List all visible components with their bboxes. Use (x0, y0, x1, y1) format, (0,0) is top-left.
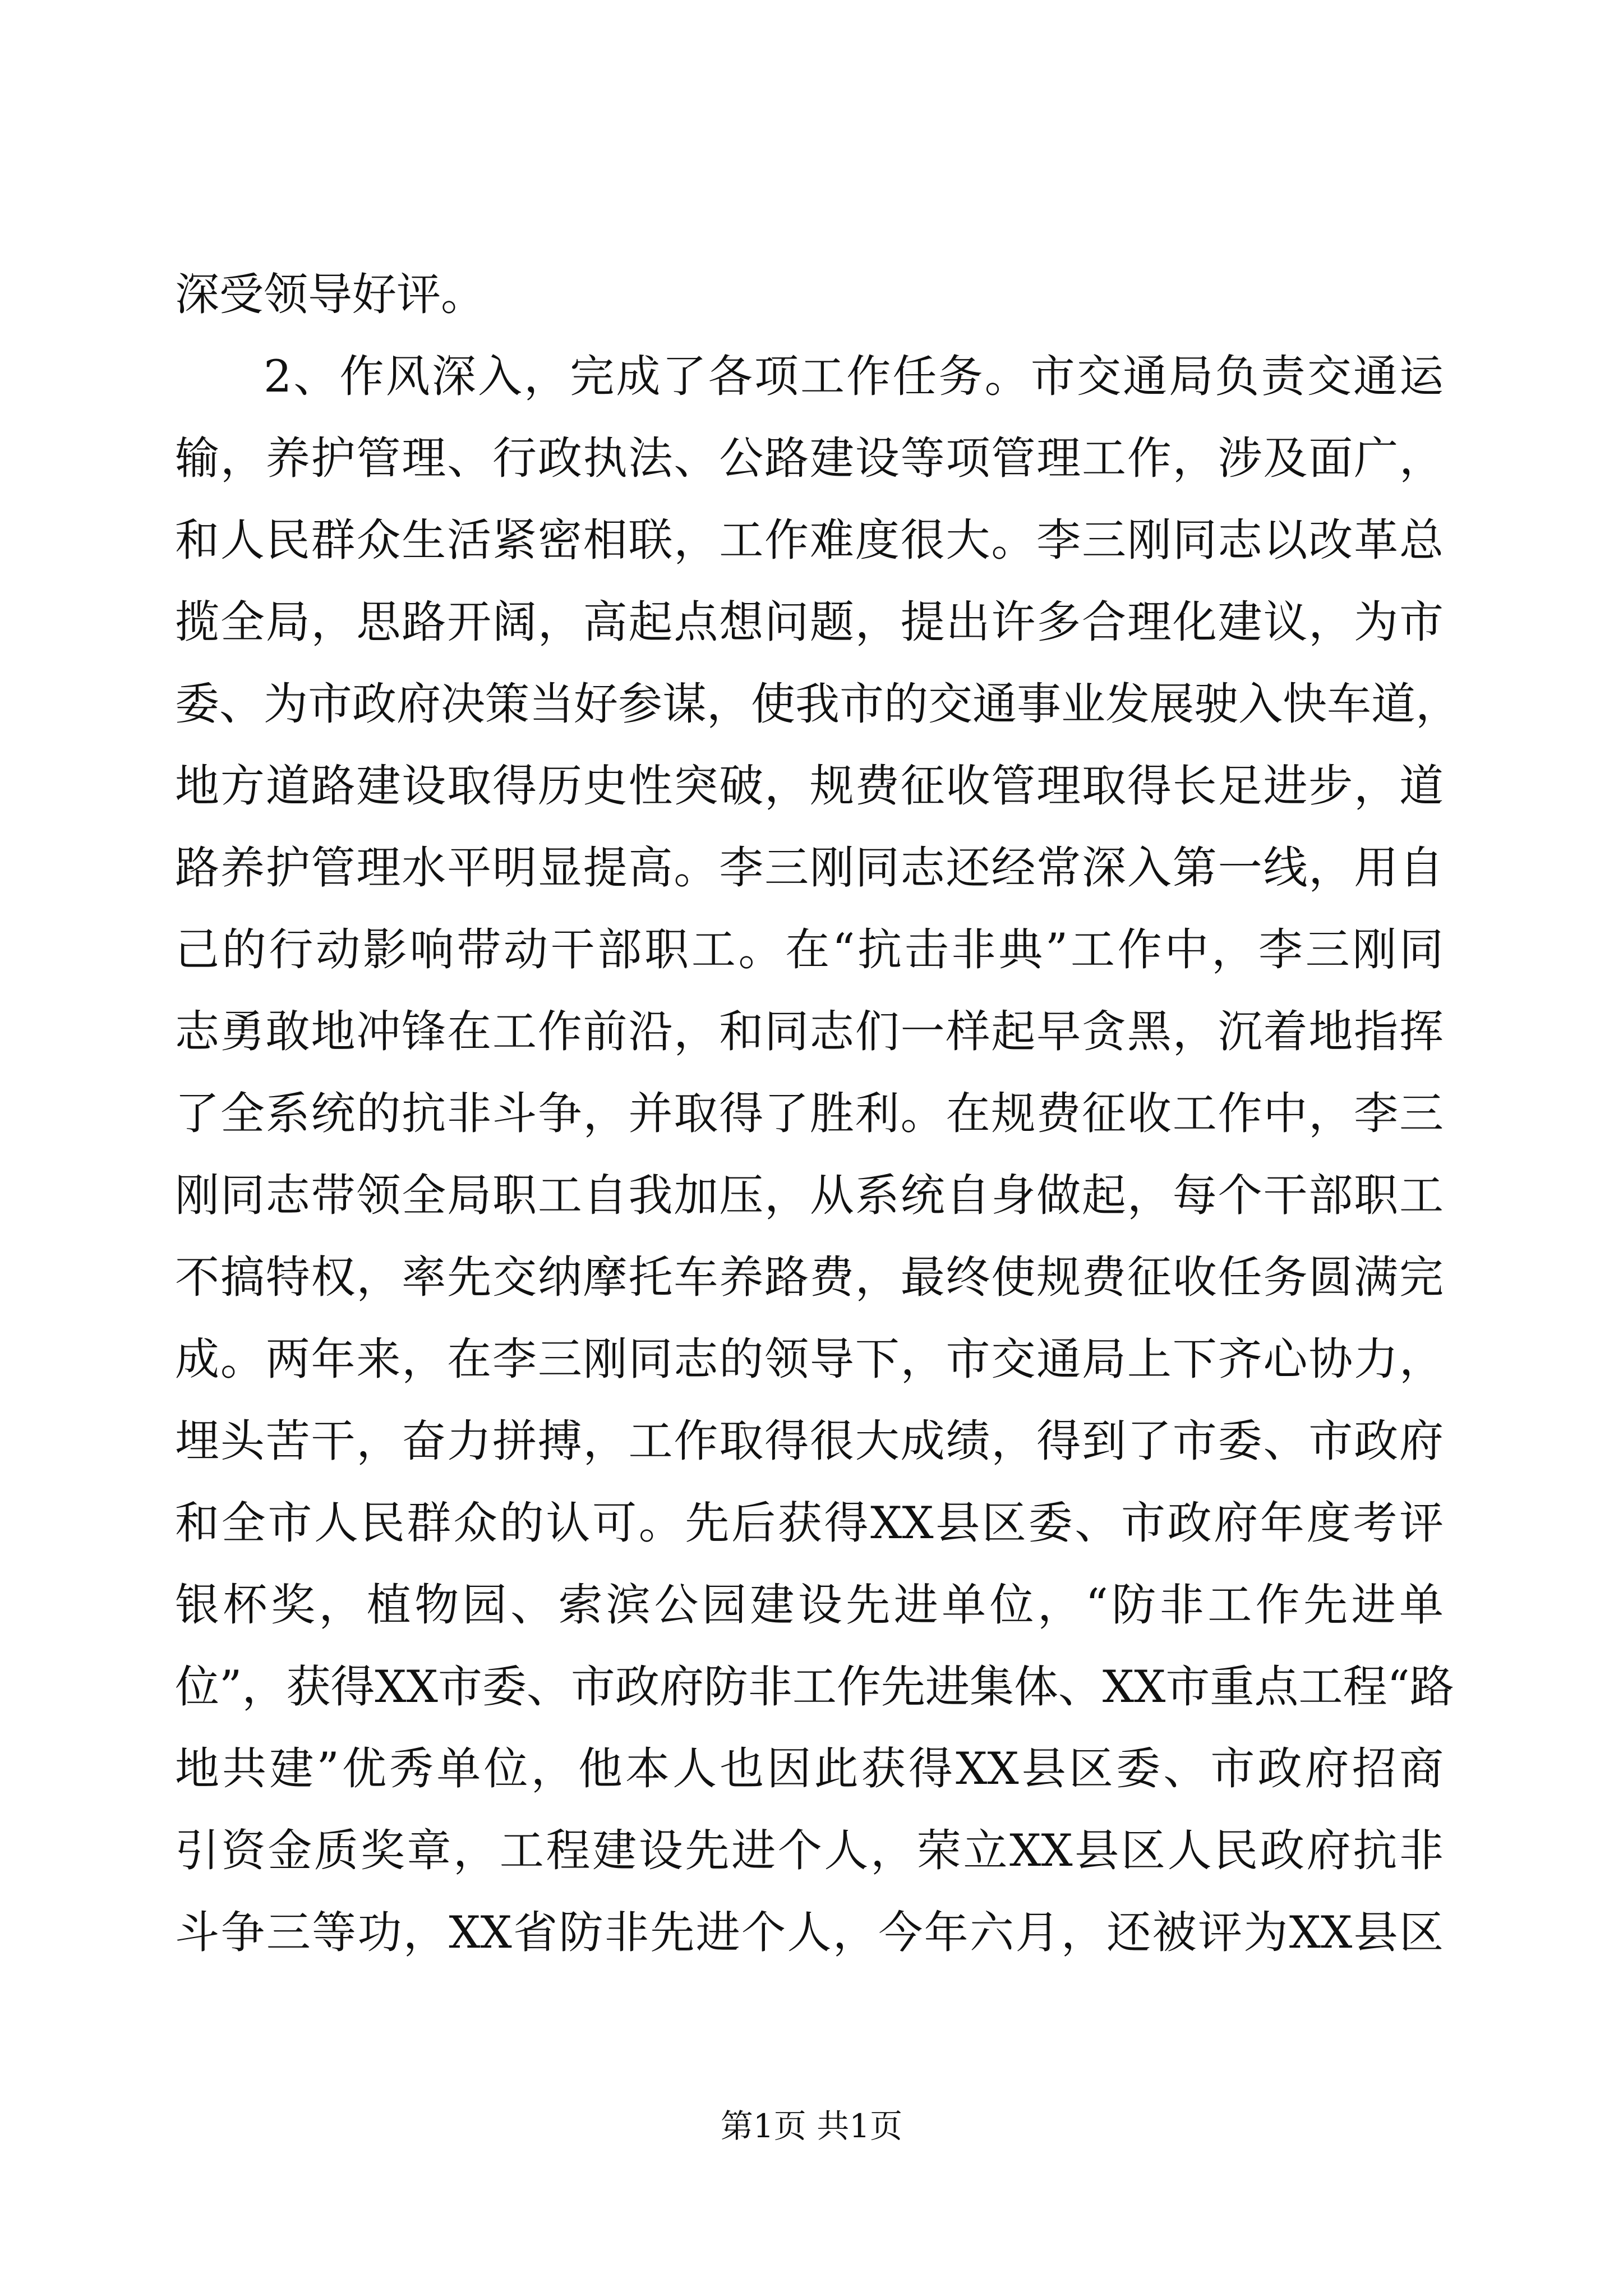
page-footer (0, 2104, 1623, 2148)
text-line: 位”，获得XX市委、市政府防非工作先进集体、XX市重点工程“路 (175, 1661, 1454, 1713)
text-line: 成。两年来，在李三刚同志的领导下，市交通局上下齐心协力， (175, 1333, 1444, 1385)
text-line: 埋头苦干，奋力拼搏，工作取得很大成绩，得到了市委、市政府 (175, 1415, 1444, 1467)
text-line: 引资金质奖章，工程建设先进个人，荣立XX县区人民政府抗非 (175, 1825, 1444, 1876)
text-line: 地共建”优秀单位，他本人也因此获得XX县区委、市政府招商 (175, 1743, 1444, 1795)
document-body (175, 254, 1460, 1973)
text-line: 了全系统的抗非斗争，并取得了胜利。在规费征收工作中，李三 (175, 1088, 1444, 1139)
text-line: 斗争三等功，XX省防非先进个人，今年六月，还被评为XX县区 (175, 1907, 1444, 1958)
page-number-label: 第1页 共1页 (720, 2107, 903, 2145)
text-line: 委、为市政府决策当好参谋，使我市的交通事业发展驶入快车道， (175, 678, 1460, 730)
text-line: 揽全局，思路开阔，高起点想问题，提出许多合理化建议，为市 (175, 596, 1444, 648)
text-line: 不搞特权，率先交纳摩托车养路费，最终使规费征收任务圆满完 (175, 1251, 1444, 1303)
text-line: 输，养护管理、行政执法、公路建设等项管理工作，涉及面广， (175, 432, 1444, 484)
text-line: 深受领导好评。 (175, 269, 485, 320)
text-line: 刚同志带领全局职工自我加压，从系统自身做起，每个干部职工 (175, 1170, 1444, 1221)
text-line: 和全市人民群众的认可。先后获得XX县区委、市政府年度考评 (175, 1497, 1444, 1549)
text-line: 路养护管理水平明显提高。李三刚同志还经常深入第一线，用自 (175, 842, 1444, 894)
text-line: 己的行动影响带动干部职工。在“抗击非典”工作中，李三刚同 (175, 924, 1444, 976)
text-line: 地方道路建设取得历史性突破，规费征收管理取得长足进步，道 (175, 760, 1444, 812)
text-line: 志勇敢地冲锋在工作前沿，和同志们一样起早贪黑，沉着地指挥 (175, 1006, 1444, 1057)
paragraph-first-line: 2、作风深入，完成了各项工作任务。市交通局负责交通运 (264, 351, 1444, 402)
text-line: 和人民群众生活紧密相联，工作难度很大。李三刚同志以改革总 (175, 514, 1444, 566)
text-line: 银杯奖，植物园、索滨公园建设先进单位，“防非工作先进单 (175, 1579, 1444, 1631)
